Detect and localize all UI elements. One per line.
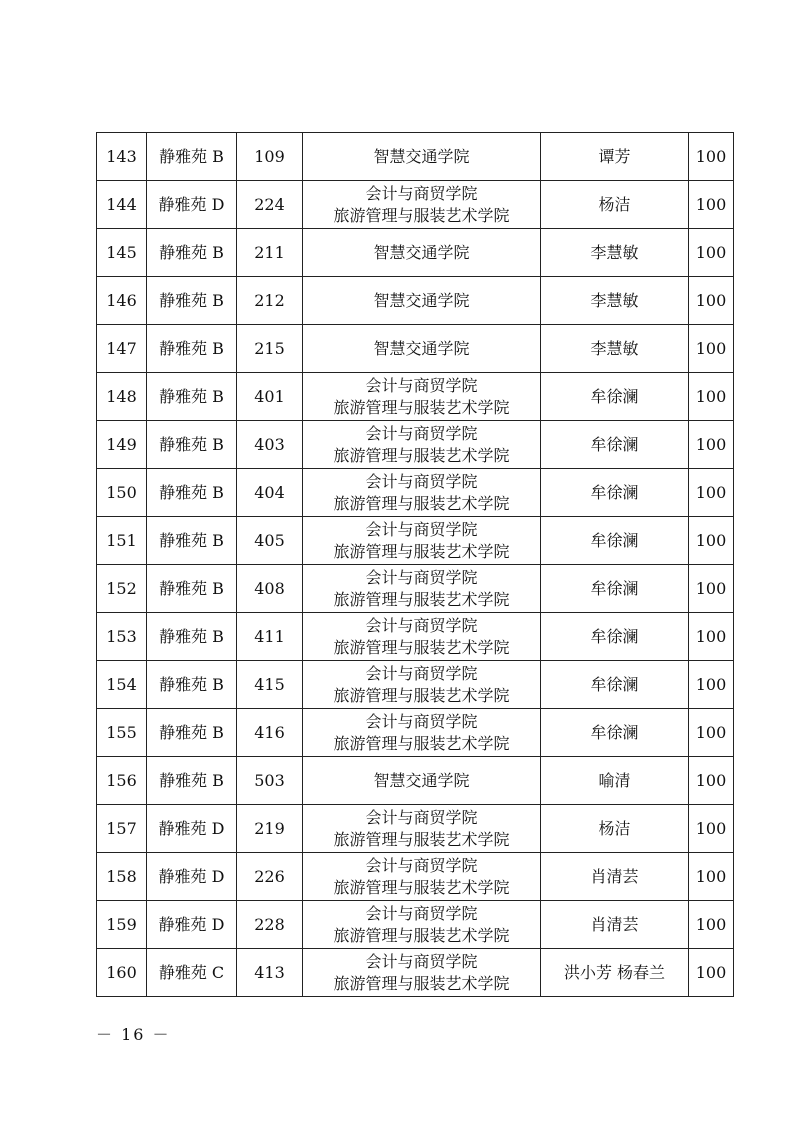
- table-row: [97, 469, 734, 517]
- cell-person: 牟徐澜: [541, 373, 689, 421]
- cell-building: 静雅苑 B: [147, 229, 237, 277]
- cell-number: 157: [97, 805, 147, 853]
- college-name: 会计与商贸学院: [365, 807, 478, 827]
- cell-college: [303, 469, 541, 517]
- cell-score: 100: [689, 853, 734, 901]
- cell-building: 静雅苑 B: [147, 613, 237, 661]
- cell-person: 牟徐澜: [541, 709, 689, 757]
- page-number: － 16 －: [96, 1025, 171, 1044]
- college-name: 会计与商贸学院: [365, 183, 478, 203]
- college-name: 旅游管理与服装艺术学院: [333, 637, 510, 657]
- cell-college: [303, 565, 541, 613]
- cell-building: 静雅苑 B: [147, 469, 237, 517]
- cell-college: [303, 853, 541, 901]
- cell-person: 杨洁: [541, 181, 689, 229]
- college-name: 旅游管理与服装艺术学院: [333, 925, 510, 945]
- cell-room: 109: [237, 133, 303, 181]
- cell-college: [303, 805, 541, 853]
- college-name: 智慧交通学院: [373, 338, 470, 358]
- cell-person: 牟徐澜: [541, 565, 689, 613]
- table-row: [97, 613, 734, 661]
- cell-building: 静雅苑 B: [147, 517, 237, 565]
- cell-score: 100: [689, 469, 734, 517]
- cell-number: 143: [97, 133, 147, 181]
- cell-score: 100: [689, 325, 734, 373]
- cell-number: 147: [97, 325, 147, 373]
- cell-college: [303, 661, 541, 709]
- cell-number: 151: [97, 517, 147, 565]
- cell-room: 408: [237, 565, 303, 613]
- cell-building: 静雅苑 D: [147, 853, 237, 901]
- cell-room: 215: [237, 325, 303, 373]
- college-name: 旅游管理与服装艺术学院: [333, 493, 510, 513]
- cell-number: 148: [97, 373, 147, 421]
- cell-building: 静雅苑 D: [147, 805, 237, 853]
- table-row: [97, 565, 734, 613]
- cell-college: [303, 709, 541, 757]
- cell-person: 李慧敏: [541, 325, 689, 373]
- cell-college: [303, 373, 541, 421]
- cell-score: 100: [689, 373, 734, 421]
- cell-person: 牟徐澜: [541, 661, 689, 709]
- cell-number: 160: [97, 949, 147, 997]
- cell-college: [303, 421, 541, 469]
- college-name: 智慧交通学院: [373, 146, 470, 166]
- college-name: 会计与商贸学院: [365, 471, 478, 491]
- cell-number: 144: [97, 181, 147, 229]
- cell-score: 100: [689, 709, 734, 757]
- cell-number: 158: [97, 853, 147, 901]
- college-name: 会计与商贸学院: [365, 375, 478, 395]
- table-row: [97, 133, 734, 181]
- college-name: 会计与商贸学院: [365, 615, 478, 635]
- cell-room: 503: [237, 757, 303, 805]
- cell-room: 411: [237, 613, 303, 661]
- table-row: [97, 949, 734, 997]
- cell-room: 226: [237, 853, 303, 901]
- college-name: 会计与商贸学院: [365, 519, 478, 539]
- table-row: [97, 757, 734, 805]
- table-row: [97, 805, 734, 853]
- cell-building: 静雅苑 D: [147, 901, 237, 949]
- cell-score: 100: [689, 565, 734, 613]
- cell-room: 415: [237, 661, 303, 709]
- cell-college: [303, 901, 541, 949]
- cell-number: 150: [97, 469, 147, 517]
- table-row: [97, 421, 734, 469]
- college-name: 旅游管理与服装艺术学院: [333, 877, 510, 897]
- cell-number: 159: [97, 901, 147, 949]
- college-name: 智慧交通学院: [373, 242, 470, 262]
- cell-score: 100: [689, 901, 734, 949]
- cell-building: 静雅苑 B: [147, 565, 237, 613]
- college-name: 会计与商贸学院: [365, 567, 478, 587]
- table-row: [97, 709, 734, 757]
- cell-person: 肖清芸: [541, 901, 689, 949]
- cell-score: 100: [689, 277, 734, 325]
- cell-number: 149: [97, 421, 147, 469]
- college-name: 旅游管理与服装艺术学院: [333, 589, 510, 609]
- cell-score: 100: [689, 613, 734, 661]
- cell-building: 静雅苑 D: [147, 181, 237, 229]
- table-body: [97, 133, 734, 997]
- cell-person: 牟徐澜: [541, 469, 689, 517]
- college-name: 旅游管理与服装艺术学院: [333, 685, 510, 705]
- cell-person: 谭芳: [541, 133, 689, 181]
- cell-building: 静雅苑 B: [147, 277, 237, 325]
- cell-college: [303, 133, 541, 181]
- cell-room: 211: [237, 229, 303, 277]
- cell-room: 413: [237, 949, 303, 997]
- cell-score: 100: [689, 181, 734, 229]
- cell-room: 403: [237, 421, 303, 469]
- table-row: [97, 325, 734, 373]
- cell-room: 416: [237, 709, 303, 757]
- cell-building: 静雅苑 B: [147, 133, 237, 181]
- cell-number: 155: [97, 709, 147, 757]
- cell-score: 100: [689, 517, 734, 565]
- cell-number: 145: [97, 229, 147, 277]
- cell-room: 405: [237, 517, 303, 565]
- college-name: 旅游管理与服装艺术学院: [333, 973, 510, 993]
- cell-person: 牟徐澜: [541, 421, 689, 469]
- cell-person: 李慧敏: [541, 229, 689, 277]
- cell-college: [303, 277, 541, 325]
- table-row: [97, 229, 734, 277]
- cell-number: 146: [97, 277, 147, 325]
- cell-person: 牟徐澜: [541, 613, 689, 661]
- cell-number: 156: [97, 757, 147, 805]
- cell-score: 100: [689, 757, 734, 805]
- college-name: 会计与商贸学院: [365, 423, 478, 443]
- cell-number: 154: [97, 661, 147, 709]
- cell-room: 404: [237, 469, 303, 517]
- college-name: 旅游管理与服装艺术学院: [333, 829, 510, 849]
- cell-number: 152: [97, 565, 147, 613]
- table-row: [97, 661, 734, 709]
- cell-person: 洪小芳 杨春兰: [541, 949, 689, 997]
- cell-building: 静雅苑 B: [147, 421, 237, 469]
- cell-score: 100: [689, 421, 734, 469]
- college-name: 会计与商贸学院: [365, 711, 478, 731]
- college-name: 旅游管理与服装艺术学院: [333, 445, 510, 465]
- dormitory-score-table: [96, 132, 734, 997]
- cell-college: [303, 613, 541, 661]
- cell-room: 224: [237, 181, 303, 229]
- cell-college: [303, 757, 541, 805]
- cell-score: 100: [689, 949, 734, 997]
- cell-person: 喻清: [541, 757, 689, 805]
- cell-college: [303, 229, 541, 277]
- cell-building: 静雅苑 B: [147, 709, 237, 757]
- college-name: 智慧交通学院: [373, 290, 470, 310]
- cell-college: [303, 949, 541, 997]
- college-name: 会计与商贸学院: [365, 663, 478, 683]
- college-name: 旅游管理与服装艺术学院: [333, 205, 510, 225]
- table-row: [97, 853, 734, 901]
- cell-college: [303, 325, 541, 373]
- cell-building: 静雅苑 B: [147, 661, 237, 709]
- cell-room: 228: [237, 901, 303, 949]
- cell-building: 静雅苑 B: [147, 373, 237, 421]
- cell-college: [303, 181, 541, 229]
- table-row: [97, 373, 734, 421]
- cell-person: 李慧敏: [541, 277, 689, 325]
- cell-college: [303, 517, 541, 565]
- cell-score: 100: [689, 133, 734, 181]
- cell-score: 100: [689, 229, 734, 277]
- college-name: 会计与商贸学院: [365, 855, 478, 875]
- college-name: 旅游管理与服装艺术学院: [333, 541, 510, 561]
- cell-score: 100: [689, 661, 734, 709]
- cell-person: 肖清芸: [541, 853, 689, 901]
- table-row: [97, 277, 734, 325]
- cell-person: 牟徐澜: [541, 517, 689, 565]
- cell-score: 100: [689, 805, 734, 853]
- cell-number: 153: [97, 613, 147, 661]
- college-name: 智慧交通学院: [373, 770, 470, 790]
- table-row: [97, 181, 734, 229]
- college-name: 旅游管理与服装艺术学院: [333, 733, 510, 753]
- cell-building: 静雅苑 B: [147, 757, 237, 805]
- cell-building: 静雅苑 B: [147, 325, 237, 373]
- cell-room: 212: [237, 277, 303, 325]
- table-row: [97, 901, 734, 949]
- cell-person: 杨洁: [541, 805, 689, 853]
- cell-room: 219: [237, 805, 303, 853]
- cell-room: 401: [237, 373, 303, 421]
- cell-building: 静雅苑 C: [147, 949, 237, 997]
- college-name: 旅游管理与服装艺术学院: [333, 397, 510, 417]
- college-name: 会计与商贸学院: [365, 951, 478, 971]
- table-row: [97, 517, 734, 565]
- college-name: 会计与商贸学院: [365, 903, 478, 923]
